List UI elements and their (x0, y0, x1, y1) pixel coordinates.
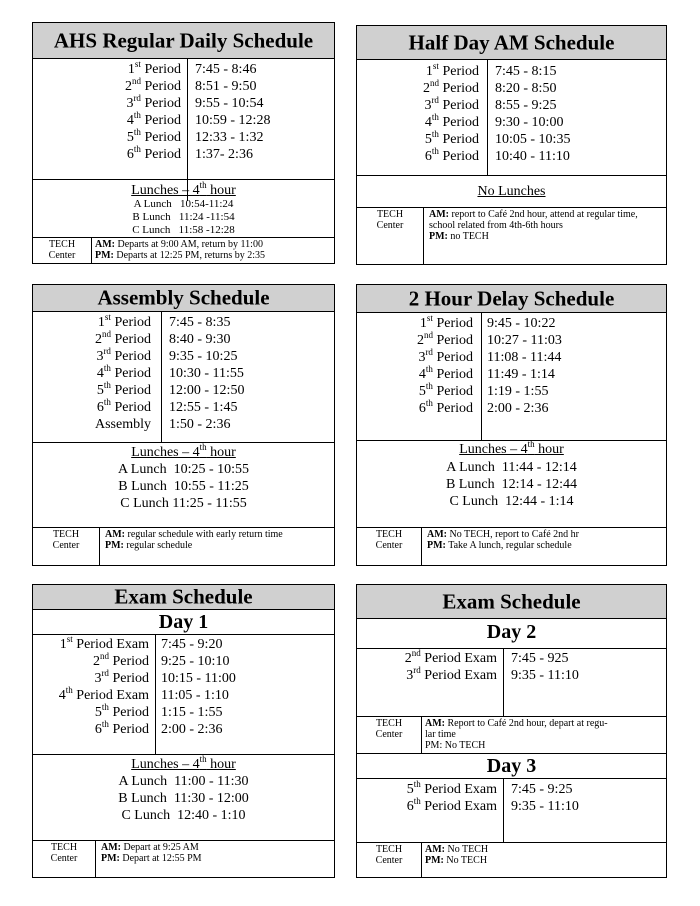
exam-day1-tech-text: AM: Depart at 9:25 AM PM: Depart at 12:55 PM (101, 842, 202, 864)
period-time: 7:45 - 9:25 (511, 782, 573, 797)
halfday-no-lunches: No Lunches (477, 184, 546, 199)
exam-day2-period-labels (357, 650, 497, 684)
exam-day1-box (32, 584, 335, 878)
regular-lunch-list (33, 198, 334, 237)
period-label: 3rd Period (94, 668, 149, 686)
halfday-schedule-title: Half Day AM Schedule (357, 26, 666, 60)
lunch-item: B Lunch 12:14 - 12:44 (445, 477, 578, 492)
lunch-item: A Lunch 10:25 - 10:55 (117, 462, 250, 477)
period-time: 10:27 - 11:03 (487, 333, 562, 348)
period-time: 10:40 - 11:10 (495, 149, 570, 164)
assembly-lunch-list (33, 461, 334, 512)
period-time: 7:45 - 9:20 (161, 637, 223, 652)
period-label: 3rd Period (126, 93, 181, 111)
exam-day1-tech-label: TECH Center (50, 842, 78, 864)
period-time: 9:25 - 10:10 (161, 654, 230, 669)
exam-day1-lunch-heading: Lunches – 4th hour (131, 754, 236, 772)
regular-schedule-box (32, 22, 335, 264)
exam-day2-tech-label: TECH Center (375, 718, 403, 740)
period-time: 11:05 - 1:10 (161, 688, 229, 703)
period-label: 2nd Period (92, 651, 149, 669)
period-label: 5th Period Exam (406, 779, 497, 797)
assembly-tech-label: TECH Center (52, 529, 80, 551)
delay-lunch-list (357, 459, 666, 510)
delay-lunch-heading: Lunches – 4th hour (459, 439, 564, 457)
period-label: 3rd Period (424, 95, 479, 113)
period-label: 4th Period (96, 363, 151, 381)
period-label: 5th Period (96, 380, 151, 398)
period-label: 4th Period (126, 110, 181, 128)
period-time: 8:55 - 9:25 (495, 98, 557, 113)
period-time: 11:08 - 11:44 (487, 350, 562, 365)
exam-day3-tech-text: AM: No TECH PM: No TECH (425, 844, 489, 866)
lunch-item: C Lunch 12:40 - 1:10 (121, 808, 246, 823)
exam-day2-3-title: Exam Schedule (357, 585, 666, 619)
assembly-schedule-box (32, 284, 335, 566)
exam-day3-tech-label: TECH Center (375, 844, 403, 866)
period-label: 2nd Period (94, 329, 151, 347)
period-time: 7:45 - 8:35 (169, 315, 231, 330)
period-time: 12:55 - 1:45 (169, 400, 238, 415)
period-label: 5th Period (418, 381, 473, 399)
period-label: 1st Period (425, 61, 479, 79)
period-time: 9:45 - 10:22 (487, 316, 556, 331)
period-time: 12:00 - 12:50 (169, 383, 245, 398)
halfday-schedule-box (356, 25, 667, 265)
period-label: 4th Period (424, 112, 479, 130)
period-label: 6th Period (418, 398, 473, 416)
period-label: 2nd Period (422, 78, 479, 96)
lunch-item: A Lunch 11:00 - 11:30 (118, 774, 249, 789)
exam-day3-period-times (511, 781, 579, 815)
lunch-item: A Lunch 11:44 - 12:14 (446, 460, 577, 475)
period-label: 1st Period (419, 313, 473, 331)
period-time: 9:55 - 10:54 (195, 96, 264, 111)
exam-day1-period-labels (33, 636, 149, 738)
delay-tech-label: TECH Center (375, 529, 403, 551)
halfday-period-labels (357, 63, 479, 165)
exam-day1-title: Exam Schedule (33, 585, 334, 610)
period-time: 1:37- 2:36 (195, 147, 253, 162)
exam-day3-heading: Day 3 (486, 755, 537, 777)
regular-period-times (195, 61, 270, 163)
assembly-period-times (169, 314, 244, 433)
period-label: 6th Period (94, 719, 149, 737)
period-time: 10:05 - 10:35 (495, 132, 571, 147)
delay-period-labels (357, 315, 473, 417)
period-label: 6th Period Exam (406, 796, 497, 814)
delay-tech-text: AM: No TECH, report to Café 2nd hr PM: Take A lunch, regular schedule (427, 529, 580, 551)
period-label: 4th Period (418, 364, 473, 382)
period-label: 3rd Period Exam (406, 665, 497, 683)
period-time: 1:15 - 1:55 (161, 705, 223, 720)
period-time: 1:19 - 1:55 (487, 384, 549, 399)
regular-period-labels (33, 61, 181, 163)
period-label: 1st Period (97, 312, 151, 330)
period-time: 2:00 - 2:36 (487, 401, 549, 416)
lunch-item: C Lunch 11:25 - 11:55 (120, 496, 247, 511)
period-label: 6th Period (96, 397, 151, 415)
halfday-tech-label: TECH Center (376, 209, 404, 231)
exam-day2-3-box (356, 584, 667, 878)
lunch-item: A Lunch 10:54-11:24 (133, 198, 234, 210)
period-time: 9:30 - 10:00 (495, 115, 564, 130)
lunch-item: C Lunch 11:58 -12:28 (132, 224, 235, 236)
period-label: 3rd Period (96, 346, 151, 364)
period-time: 7:45 - 925 (511, 651, 569, 666)
lunch-item: C Lunch 12:44 - 1:14 (449, 494, 574, 509)
period-time: 7:45 - 8:46 (195, 62, 257, 77)
period-label: 2nd Period (416, 330, 473, 348)
period-time: 9:35 - 11:10 (511, 799, 579, 814)
exam-day1-lunch-list (33, 773, 334, 824)
period-time: 1:50 - 2:36 (169, 417, 231, 432)
period-label: Assembly (95, 417, 151, 432)
regular-schedule-title: AHS Regular Daily Schedule (33, 23, 334, 59)
exam-day2-tech-text: AM: Report to Café 2nd hour, depart at regu- lar time PM: No TECH (425, 718, 608, 751)
period-time: 9:35 - 10:25 (169, 349, 238, 364)
period-time: 10:15 - 11:00 (161, 671, 236, 686)
period-time: 8:20 - 8:50 (495, 81, 557, 96)
delay-period-times (487, 315, 562, 417)
period-time: 11:49 - 1:14 (487, 367, 555, 382)
assembly-schedule-title: Assembly Schedule (33, 285, 334, 312)
period-time: 2:00 - 2:36 (161, 722, 223, 737)
period-label: 1st Period (127, 59, 181, 77)
exam-day1-heading: Day 1 (158, 611, 209, 633)
period-time: 9:35 - 11:10 (511, 668, 579, 683)
period-label: 2nd Period (124, 76, 181, 94)
halfday-period-times (495, 63, 570, 165)
period-time: 7:45 - 8:15 (495, 64, 557, 79)
period-time: 10:30 - 11:55 (169, 366, 244, 381)
period-label: 5th Period (424, 129, 479, 147)
assembly-tech-text: AM: regular schedule with early return time PM: regular schedule (105, 529, 283, 551)
assembly-lunch-heading: Lunches – 4th hour (131, 442, 236, 460)
period-label: 5th Period (126, 127, 181, 145)
regular-lunch-heading: Lunches – 4th hour (131, 180, 236, 198)
regular-tech-label: TECH Center (48, 239, 76, 261)
exam-day2-heading: Day 2 (486, 621, 537, 643)
period-time: 12:33 - 1:32 (195, 130, 264, 145)
delay-schedule-title: 2 Hour Delay Schedule (357, 285, 666, 313)
halfday-tech-text: AM: report to Café 2nd hour, attend at regular time, school related from 4th-6th hours PM: no TECH (429, 209, 638, 242)
delay-schedule-box (356, 284, 667, 566)
period-label: 4th Period Exam (58, 685, 149, 703)
lunch-item: B Lunch 11:24 -11:54 (132, 211, 235, 223)
period-label: 5th Period (94, 702, 149, 720)
exam-day2-period-times (511, 650, 579, 684)
period-time: 8:40 - 9:30 (169, 332, 231, 347)
period-label: 1st Period Exam (59, 634, 149, 652)
lunch-item: B Lunch 11:30 - 12:00 (118, 791, 249, 806)
period-label: 2nd Period Exam (404, 648, 497, 666)
exam-day3-period-labels (357, 781, 497, 815)
period-time: 8:51 - 9:50 (195, 79, 257, 94)
exam-day1-period-times (161, 636, 236, 738)
period-label: 6th Period (424, 146, 479, 164)
lunch-item: B Lunch 10:55 - 11:25 (118, 479, 249, 494)
period-time: 10:59 - 12:28 (195, 113, 271, 128)
assembly-period-labels (33, 314, 151, 433)
period-label: 3rd Period (418, 347, 473, 365)
period-label: 6th Period (126, 144, 181, 162)
regular-tech-text: AM: Departs at 9:00 AM, return by 11:00 PM: Departs at 12:25 PM, returns by 2:35 (95, 239, 265, 261)
